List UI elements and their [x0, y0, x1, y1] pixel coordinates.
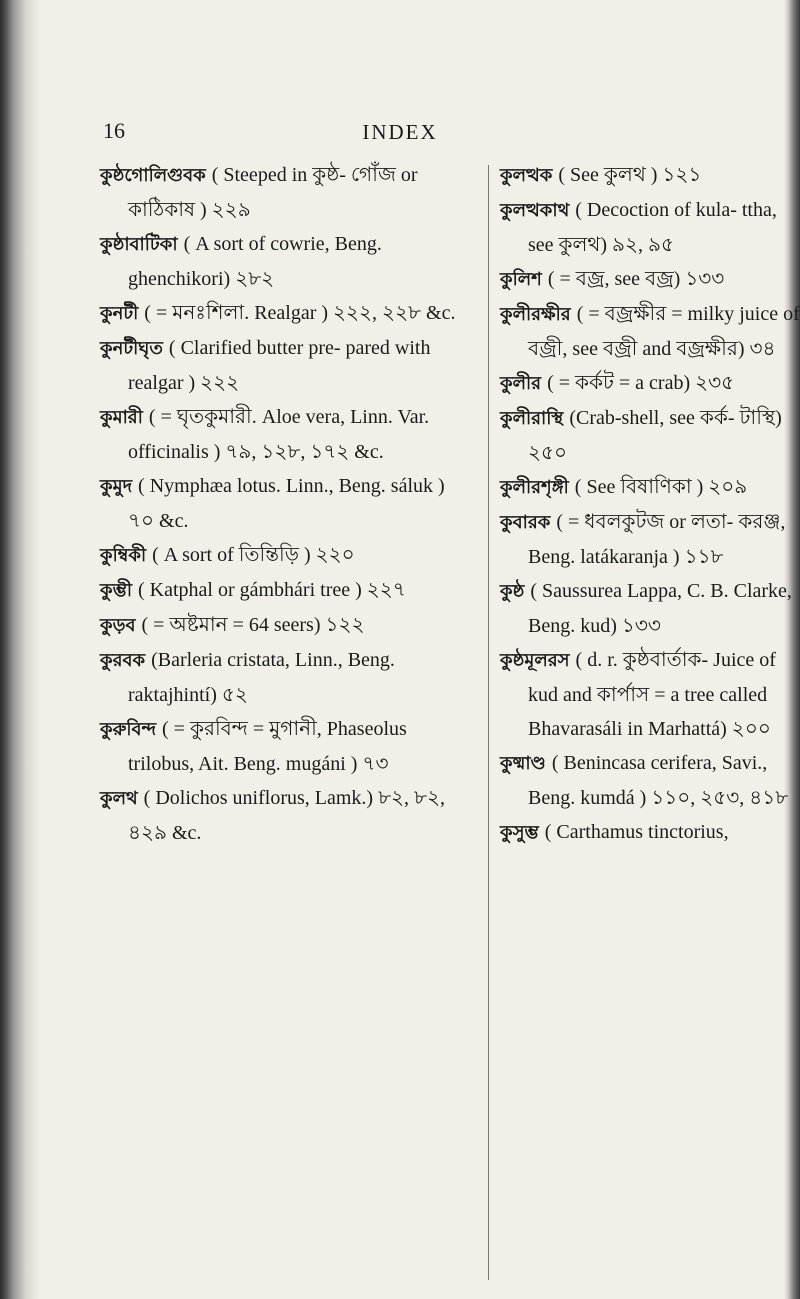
index-entry: কুষ্ঠ ( Saussurea Lappa, C. B. Clarke, Beng. kud) ১৩৩ — [500, 580, 792, 637]
page-number: 16 — [103, 118, 125, 143]
running-head: INDEX — [362, 120, 438, 144]
index-entry: কুনটী ( = মনঃশিলা. Realgar ) ২২২, ২২৮ &c. — [100, 302, 456, 324]
index-entry: কুমুদ ( Nymphæa lotus. Linn., Beng. sáluk ) ৭০ &c. — [100, 475, 445, 532]
index-entry: কুলীরাস্থি (Crab-shell, see কর্ক- টাস্থি) ২৫০ — [500, 407, 782, 464]
index-entry: কুম্ভী ( Katphal or gámbhári tree ) ২২৭ — [100, 579, 406, 601]
index-entry: কুষ্মাণ্ড ( Benincasa cerifera, Savi., Beng. kumdá ) ১১০, ২৫৩, ৪১৮ — [500, 752, 789, 809]
index-entry: কুলীরক্ষীর ( = বজ্রক্ষীর = milky juice of বজ্রী, see বজ্রী and বজ্রক্ষীর) ৩৪ — [500, 303, 800, 360]
index-entry: কুলীরশৃঙ্গী ( See বিষাণিকা ) ২০৯ — [500, 476, 748, 498]
index-entry: কুলত্থক ( See কুলথ ) ১২১ — [500, 164, 702, 186]
index-entry: কুষ্ঠাবাটিকা ( A sort of cowrie, Beng. ghenchikori) ২৮২ — [100, 233, 382, 290]
index-entry: কুলিশ ( = বজ্র, see বজ্র) ১৩৩ — [500, 268, 725, 290]
page-spine-shadow — [0, 0, 40, 1299]
index-entry: কুমারী ( = ঘৃতকুমারী. Aloe vera, Linn. Var. officinalis ) ৭৯, ১২৮, ১৭২ &c. — [100, 406, 430, 463]
index-entry: কুরবক (Barleria cristata, Linn., Beng. raktajhintí) ৫২ — [100, 649, 395, 706]
index-entry: কুরুবিন্দ ( = কুরবিন্দ = মুগানী, Phaseolus trilobus, Ait. Beng. mugáni ) ৭৩ — [100, 718, 407, 775]
index-entry: কুষ্ঠগোলিগুবক ( Steeped in কুষ্ঠ- গোঁজ or কাঠিকাষ ) ২২৯ — [100, 164, 418, 221]
index-entry: কুড়ব ( = অষ্টমান = 64 seers) ১২২ — [100, 614, 365, 636]
index-entry: কুসুম্ভ ( Carthamus tinctorius, — [500, 821, 729, 843]
index-entry: কুনটীঘৃত ( Clarified butter pre- pared with realgar ) ২২২ — [100, 337, 431, 394]
index-entry: কুলথ ( Dolichos uniflorus, Lamk.) ৮২, ৮২, ৪২৯ &c. — [100, 787, 446, 844]
index-entry: কুলীর ( = কর্কট = a crab) ২৩৫ — [500, 372, 735, 394]
index-column-right — [500, 158, 800, 850]
index-entry: কুম্বিকী ( A sort of তিন্তিড়ি ) ২২০ — [100, 544, 355, 566]
index-entry: কুলত্থকাথ ( Decoction of kula- ttha, see কুলথ) ৯২, ৯৫ — [500, 199, 777, 256]
index-entry: কুষ্ঠমূলরস ( d. r. কুষ্ঠবার্তাক- Juice of kud and কার্পাস = a tree called Bhavarasáli in Marhattá) ২০০ — [500, 649, 776, 740]
index-column-left — [100, 158, 460, 850]
index-entry: কুবারক ( = ধবলকুটজ or লতা- করঞ্জ, Beng. latákaranja ) ১১৮ — [500, 511, 786, 568]
column-divider — [488, 165, 489, 1280]
